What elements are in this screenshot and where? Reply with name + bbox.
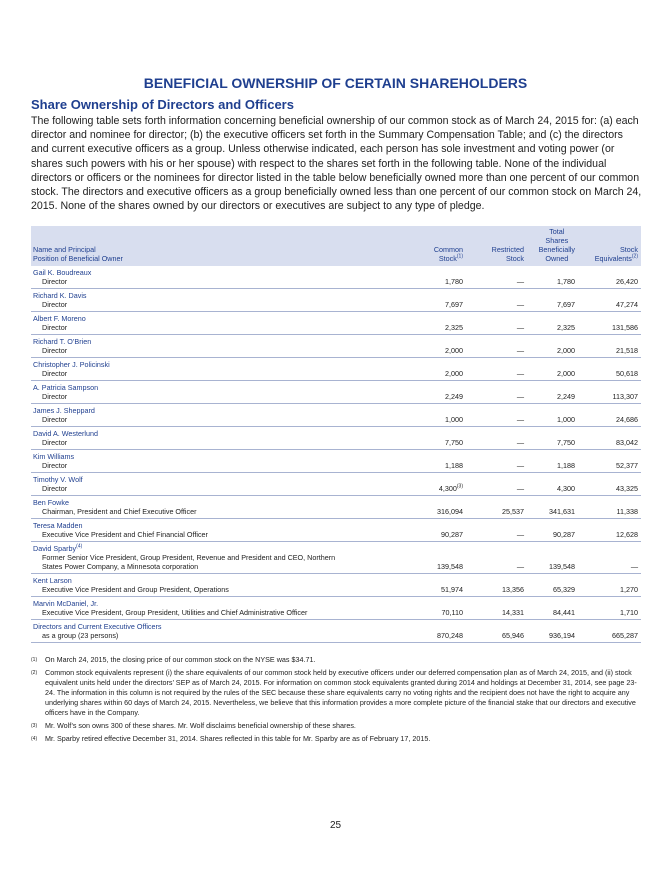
footnote-text: On March 24, 2015, the closing price of our common stock on the NYSE was $34.71. (45, 655, 316, 664)
total-owned-value: 2,000 (557, 346, 575, 355)
restricted-stock-value: — (516, 438, 524, 447)
header-name-position (33, 245, 123, 263)
common-stock-value: 316,094 (437, 507, 463, 516)
stock-equivalents-value: 47,274 (616, 300, 638, 309)
stock-equivalents-value: 83,042 (616, 438, 638, 447)
footnote (31, 668, 643, 718)
owner-title: as a group (23 persons) (42, 631, 119, 640)
total-owned-value: 90,287 (553, 530, 575, 539)
header-restricted-stock (492, 245, 524, 263)
header-name-line2: Position of Beneficial Owner (33, 254, 123, 263)
stock-equivalents-value: 26,420 (616, 277, 638, 286)
owner-title: Executive Vice President and Chief Financial Officer (42, 530, 208, 539)
owner-title: Director (42, 484, 68, 493)
stock-equivalents-value: 11,338 (616, 507, 638, 516)
table-row (31, 574, 641, 597)
owner-title: Director (42, 369, 68, 378)
restricted-stock-value: — (516, 530, 524, 539)
footnote-marker: (2) (31, 670, 38, 676)
common-stock-value: 7,750 (445, 438, 463, 447)
table-row (31, 450, 641, 473)
table-row (31, 542, 641, 574)
header-equiv-line1: Stock (620, 245, 638, 254)
owner-title: Director (42, 323, 68, 332)
stock-equivalents-value: 21,518 (616, 346, 638, 355)
header-restricted-line2: Stock (506, 254, 524, 263)
stock-equivalents-value: — (630, 562, 638, 571)
owner-name: Richard K. Davis (33, 291, 87, 300)
restricted-stock-value: 13,356 (502, 585, 524, 594)
header-total-line3: Beneficially (538, 245, 575, 254)
owner-name: Directors and Current Executive Officers (33, 622, 162, 631)
table-row (31, 496, 641, 519)
owner-name: Kim Williams (33, 452, 75, 461)
owner-name: Marvin McDaniel, Jr. (33, 599, 99, 608)
owner-name: Gail K. Boudreaux (33, 268, 92, 277)
footnote-text: Common stock equivalents represent (i) the share equivalents of our common stock held by executive officers under our deferred compensation plan as of March 24, 2015, and (ii) stock equivalent units held under the directors’ SEP as of March 24, 2015. For information on common stock equivalents granted during 2014 and holdings at December 31, 2014, see page 23-24. The information in this column is not required by the rules of the SEC because these share equivalents carry no voting rights and the recipient does not have the right to acquire any underlying shares within 60 days of March 24, 2015. Nevertheless, we believe that this information provides a more complete picture of the financial stake that our directors and executive officers have in the Company. (45, 668, 637, 717)
table-row (31, 427, 641, 450)
header-total-line4: Owned (545, 254, 569, 263)
table-row (31, 289, 641, 312)
owner-title: Director (42, 346, 68, 355)
total-owned-value: 65,329 (553, 585, 575, 594)
owner-title: Director (42, 415, 68, 424)
footnote-text: Mr. Sparby retired effective December 31, 2014. Shares reflected in this table for Mr. Sparby are as of February 17, 2015. (45, 734, 431, 743)
common-stock-value: 870,248 (437, 631, 463, 640)
owner-name: Ben Fowke (33, 498, 69, 507)
restricted-stock-value: — (516, 461, 524, 470)
owner-name: A. Patricia Sampson (33, 383, 99, 392)
header-equiv-footnote: (2) (631, 253, 638, 260)
restricted-stock-value: 65,946 (502, 631, 524, 640)
total-owned-value: 1,000 (557, 415, 575, 424)
owner-name: Albert F. Moreno (33, 314, 86, 323)
restricted-stock-value: — (516, 300, 524, 309)
common-stock-value: 2,000 (445, 369, 463, 378)
restricted-stock-value: — (516, 562, 524, 571)
table-row (31, 404, 641, 427)
owner-name: Timothy V. Wolf (33, 475, 83, 484)
stock-equivalents-value: 43,325 (616, 484, 638, 493)
total-owned-value: 1,188 (557, 461, 575, 470)
owner-name: Richard T. O’Brien (33, 337, 92, 346)
stock-equivalents-value: 52,377 (616, 461, 638, 470)
total-owned-value: 2,249 (557, 392, 575, 401)
footnotes (31, 655, 643, 747)
total-owned-value: 2,325 (557, 323, 575, 332)
common-stock-value: 1,188 (445, 461, 463, 470)
common-stock-value: 1,000 (445, 415, 463, 424)
stock-equivalents-value: 1,710 (620, 608, 638, 617)
header-common-footnote: (1) (456, 253, 463, 260)
header-common-line2: Stock (438, 254, 457, 263)
footnote (31, 655, 643, 665)
common-stock-number: 4,300 (438, 484, 457, 493)
stock-equivalents-value: 131,586 (612, 323, 638, 332)
header-common-stock (434, 245, 463, 263)
stock-equivalents-value: 24,686 (616, 415, 638, 424)
table-row (31, 473, 641, 496)
owner-title: Chairman, President and Chief Executive Officer (42, 507, 197, 516)
total-owned-value: 7,750 (557, 438, 575, 447)
header-restricted-line1: Restricted (491, 245, 524, 254)
common-stock-value: 70,110 (441, 608, 463, 617)
table-row (31, 335, 641, 358)
restricted-stock-value: — (516, 323, 524, 332)
total-owned-value: 2,000 (557, 369, 575, 378)
owner-title: Director (42, 461, 68, 470)
owner-name (31, 542, 641, 553)
table-row (31, 312, 641, 335)
owner-name: Teresa Madden (33, 521, 83, 530)
restricted-stock-value: — (516, 346, 524, 355)
header-total-shares (539, 227, 575, 263)
common-stock-value: 51,974 (441, 585, 463, 594)
owner-title: Director (42, 277, 68, 286)
ownership-table-body (31, 266, 641, 643)
header-total-line1: Total (549, 227, 565, 236)
section-title: Share Ownership of Directors and Officers (31, 97, 294, 112)
owner-name: James J. Sheppard (33, 406, 95, 415)
common-stock-value: 2,000 (445, 346, 463, 355)
stock-equivalents-value: 50,618 (616, 369, 638, 378)
restricted-stock-value: 25,537 (502, 507, 524, 516)
total-owned-value: 139,548 (549, 562, 575, 571)
page-number: 25 (329, 820, 342, 831)
restricted-stock-value: — (516, 277, 524, 286)
table-row (31, 266, 641, 289)
owner-name: David A. Westerlund (33, 429, 98, 438)
table-row (31, 358, 641, 381)
total-owned-value: 936,194 (549, 631, 575, 640)
header-common-line1: Common (433, 245, 463, 254)
owner-name: Christopher J. Policinski (33, 360, 110, 369)
table-row (31, 597, 641, 620)
footnote (31, 721, 643, 731)
total-owned-value: 341,631 (549, 507, 575, 516)
page-title: BENEFICIAL OWNERSHIP OF CERTAIN SHAREHOLDERS (143, 75, 528, 91)
owner-name: Kent Larson (33, 576, 72, 585)
table-row-group-total (31, 620, 641, 643)
table-row (31, 381, 641, 404)
owner-title: Director (42, 300, 68, 309)
stock-equivalents-value: 1,270 (620, 585, 638, 594)
header-stock-equivalents (595, 245, 638, 263)
common-stock-value: 7,697 (445, 300, 463, 309)
restricted-stock-value: — (516, 369, 524, 378)
footnote-text: Mr. Wolf’s son owns 300 of these shares. Mr. Wolf disclaims beneficial ownership of these shares. (45, 721, 356, 730)
footnote-marker: (4) (76, 543, 83, 550)
footnote-marker: (3) (31, 723, 38, 729)
table-row (31, 519, 641, 542)
restricted-stock-value: — (516, 392, 524, 401)
table-header (31, 226, 641, 266)
owner-name-text: David Sparby (33, 544, 77, 553)
stock-equivalents-value: 665,287 (612, 631, 638, 640)
owner-title: Director (42, 392, 68, 401)
restricted-stock-value: — (516, 484, 524, 493)
restricted-stock-value: — (516, 415, 524, 424)
footnote-marker: (3) (456, 483, 463, 490)
owner-title: Director (42, 438, 68, 447)
header-name-line1: Name and Principal (33, 245, 96, 254)
stock-equivalents-value: 113,307 (612, 392, 638, 401)
header-equiv-line2: Equivalents (594, 254, 632, 263)
restricted-stock-value: 14,331 (502, 608, 524, 617)
total-owned-value: 4,300 (557, 484, 575, 493)
common-stock-value: 2,249 (445, 392, 463, 401)
common-stock-value: 139,548 (437, 562, 463, 571)
total-owned-value: 1,780 (557, 277, 575, 286)
owner-title: Executive Vice President and Group President, Operations (42, 585, 229, 594)
owner-title: Executive Vice President, Group President, Utilities and Chief Administrative Officer (42, 608, 308, 617)
footnote (31, 734, 643, 744)
common-stock-value: 90,287 (441, 530, 463, 539)
header-total-line2: Shares (545, 236, 569, 245)
common-stock-value: 1,780 (445, 277, 463, 286)
footnote-marker: (4) (31, 736, 38, 742)
common-stock-value (439, 484, 463, 493)
footnote-marker: (1) (31, 657, 38, 663)
total-owned-value: 84,441 (553, 608, 575, 617)
total-owned-value: 7,697 (557, 300, 575, 309)
common-stock-value: 2,325 (445, 323, 463, 332)
stock-equivalents-value: 12,628 (616, 530, 638, 539)
owner-title: Former Senior Vice President, Group President, Revenue and President and CEO, Northern States Power Company, a Minnesota corporation (42, 553, 336, 571)
intro-paragraph: The following table sets forth information concerning beneficial ownership of our common stock as of March 24, 2015 for: (a) each director and nominee for director; (b) the executive officers set forth in the Summary Compensation Table; and (c) the directors and current executive officers as a group. Unless otherwise indicated, each person has sole investment and voting power (or shares such powers with his or her spouse) with respect to the shares set forth in the following table. None of the individual directors or officers or the nominees for director listed in the table below beneficially owned more than one percent of our common stock. The directors and executive officers as a group beneficially owned less than one percent of our common stock on March 24, 2015. None of the shares owned by our directors or executives are subject to any type of pledge. (31, 115, 642, 213)
